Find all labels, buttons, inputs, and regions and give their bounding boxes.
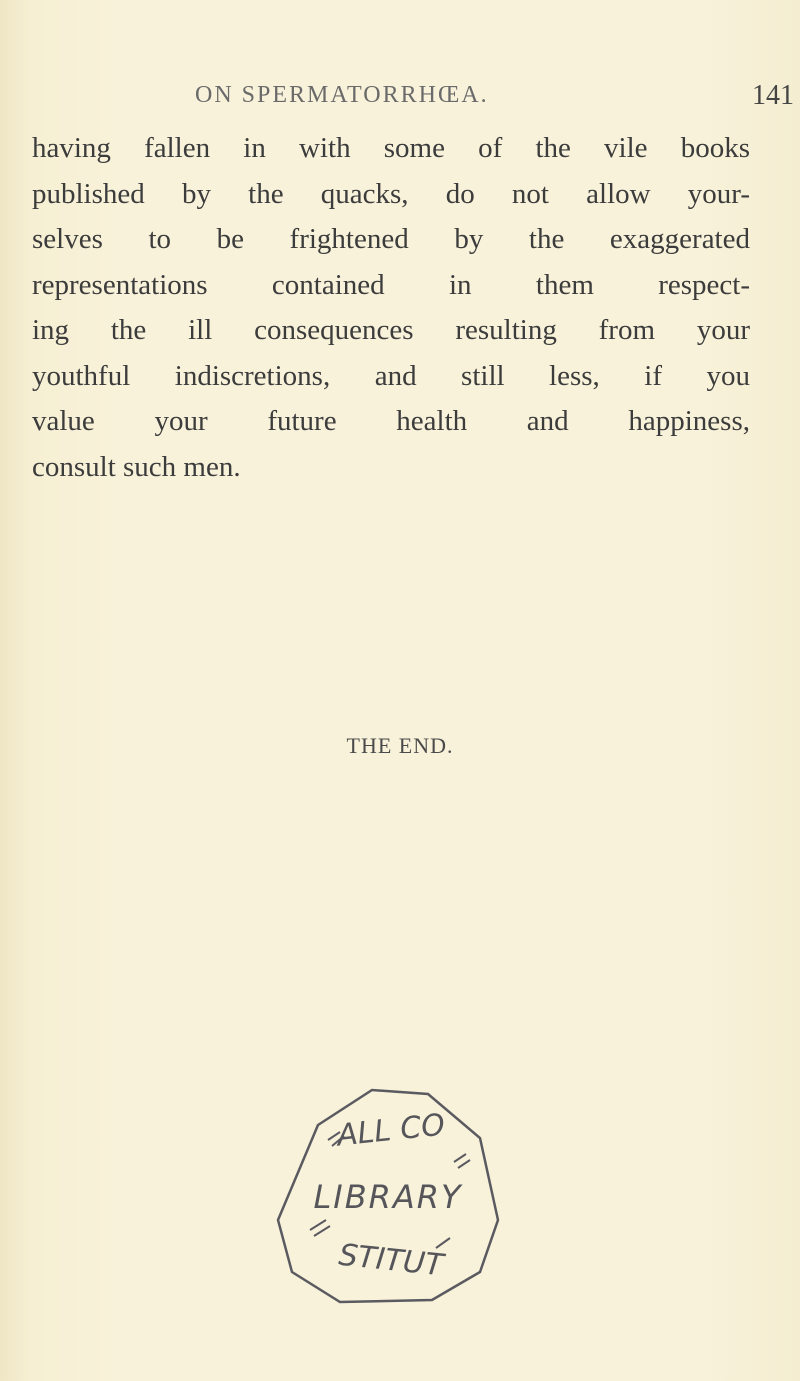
stamp-mark <box>310 1220 330 1236</box>
stamp-middle-text: LIBRARY <box>313 1178 463 1216</box>
page-number: 141 <box>752 80 794 111</box>
text-line: youthful indiscretions, and still less, if you <box>32 359 750 392</box>
text-line: selves to be frightened by the exaggerated <box>32 223 750 255</box>
running-head: ON SPERMATORRHŒA. <box>195 82 489 108</box>
text-line: representations contained in them respect- <box>32 268 750 301</box>
text-line: value your future health and happiness, <box>32 405 750 437</box>
text-line: having fallen in with some of the vile books <box>32 132 750 164</box>
stamp-top-text: ALL CO <box>335 1107 447 1154</box>
text-line: consult such men. <box>32 450 241 483</box>
library-stamp-graphic <box>240 1080 520 1310</box>
stamp-bottom-text: STITUT <box>337 1237 445 1284</box>
the-end-mark: THE END. <box>346 733 454 758</box>
library-stamp <box>240 1080 520 1310</box>
body-text <box>32 126 750 490</box>
text-line: ing the ill consequences resulting from your <box>32 314 750 346</box>
stamp-mark <box>454 1154 470 1168</box>
text-line: published by the quacks, do not allow your- <box>32 177 750 210</box>
stamp-mark <box>436 1238 450 1248</box>
